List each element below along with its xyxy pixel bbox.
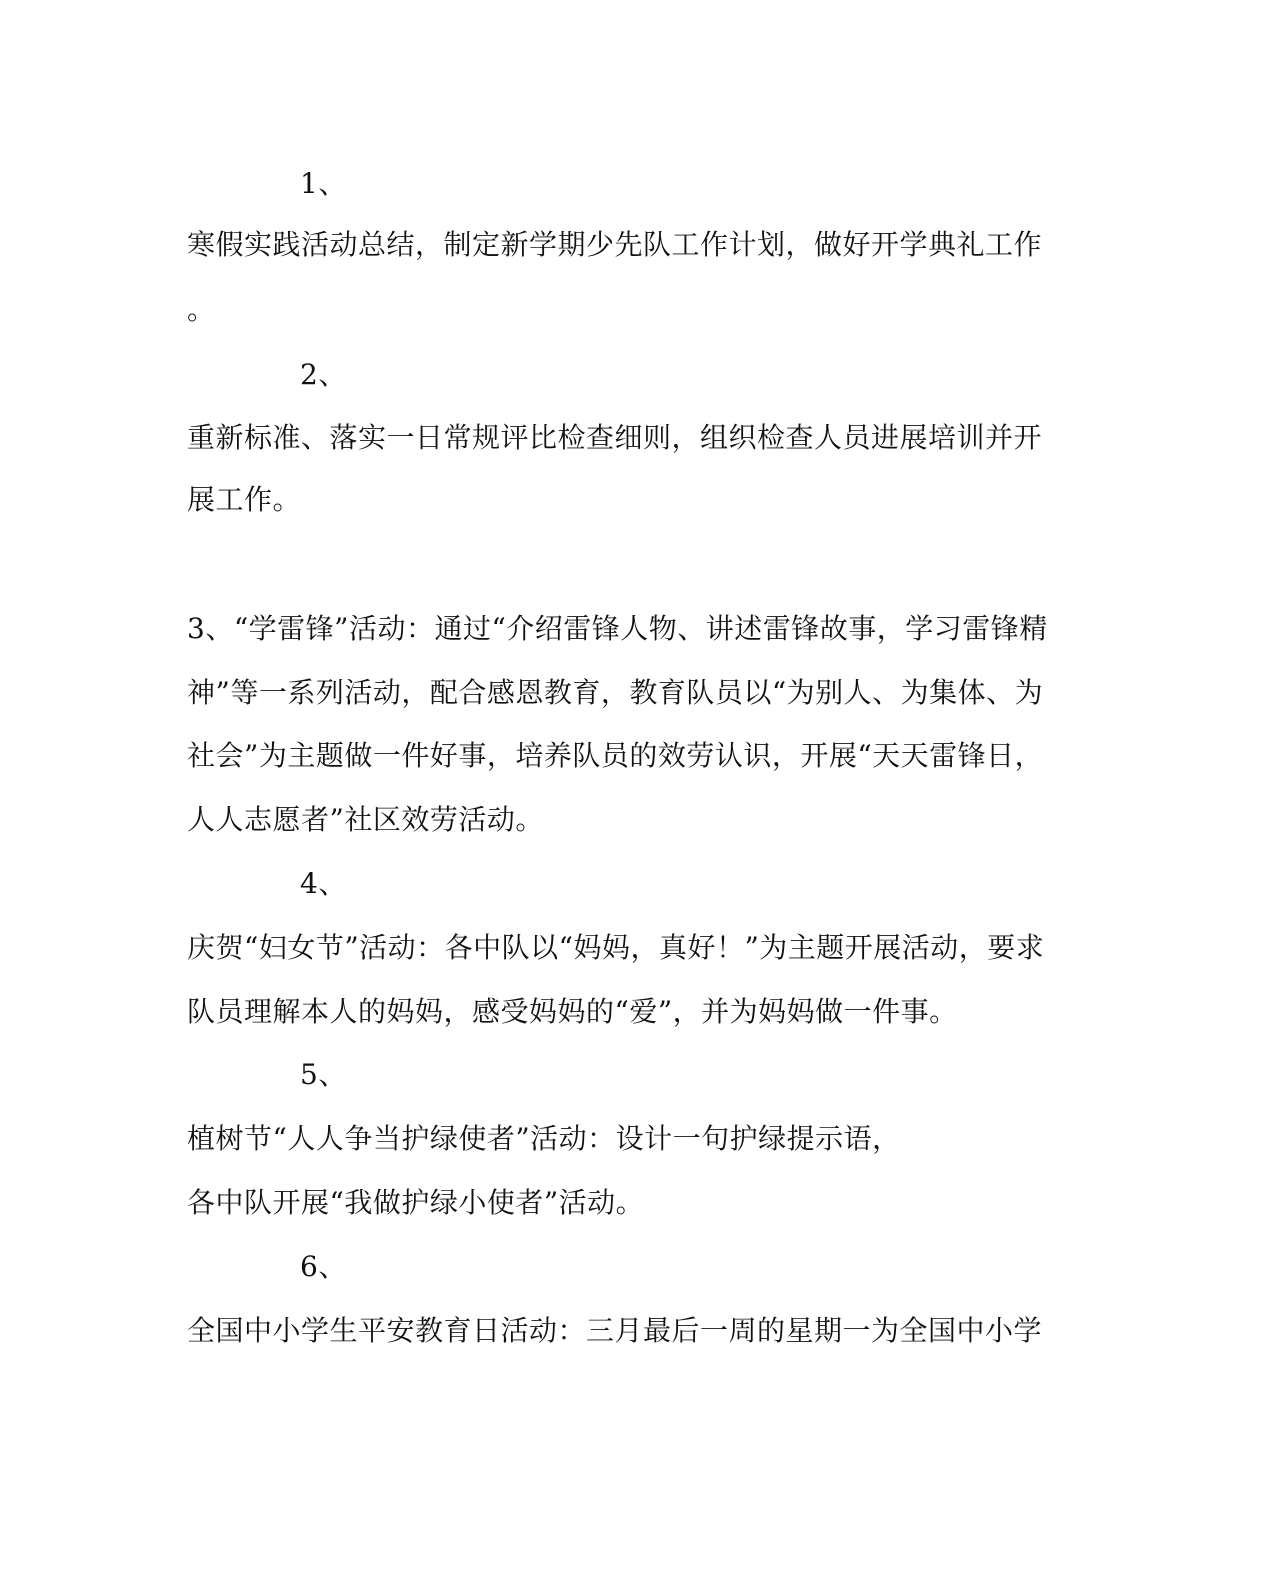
item-number-1: 1、 (300, 167, 347, 200)
paragraph-line: 。 (187, 293, 216, 326)
paragraph-line: 人人志愿者”社区效劳活动。 (187, 803, 544, 836)
item-number-5: 5、 (300, 1058, 347, 1091)
paragraph-line: 寒假实践活动总结，制定新学期少先队工作计划，做好开学典礼工作 (187, 228, 1043, 261)
paragraph-line: 植树节“人人争当护绿使者”活动：设计一句护绿提示语， (187, 1122, 901, 1155)
item-number-6: 6、 (300, 1250, 347, 1283)
paragraph-line: 重新标准、落实一日常规评比检查细则，组织检查人员进展培训并开 (187, 421, 1043, 454)
paragraph-line: 神”等一系列活动，配合感恩教育，教育队员以“为别人、为集体、为 (187, 676, 1044, 709)
paragraph-line: 3、“学雷锋”活动：通过“介绍雷锋人物、讲述雷锋故事，学习雷锋精 (187, 612, 1048, 645)
paragraph-line: 展工作。 (187, 483, 302, 516)
paragraph-line: 社会”为主题做一件好事，培养队员的效劳认识，开展“天天雷锋日， (187, 739, 1044, 772)
item-number-2: 2、 (300, 358, 347, 391)
paragraph-line: 各中队开展“我做护绿小使者”活动。 (187, 1186, 645, 1219)
paragraph-line: 队员理解本人的妈妈，感受妈妈的“爱”，并为妈妈做一件事。 (187, 995, 958, 1028)
paragraph-line: 全国中小学生平安教育日活动：三月最后一周的星期一为全国中小学 (187, 1314, 1043, 1347)
paragraph-line: 庆贺“妇女节”活动：各中队以“妈妈，真好！”为主题开展活动，要求 (187, 931, 1045, 964)
item-number-4: 4、 (300, 867, 347, 900)
